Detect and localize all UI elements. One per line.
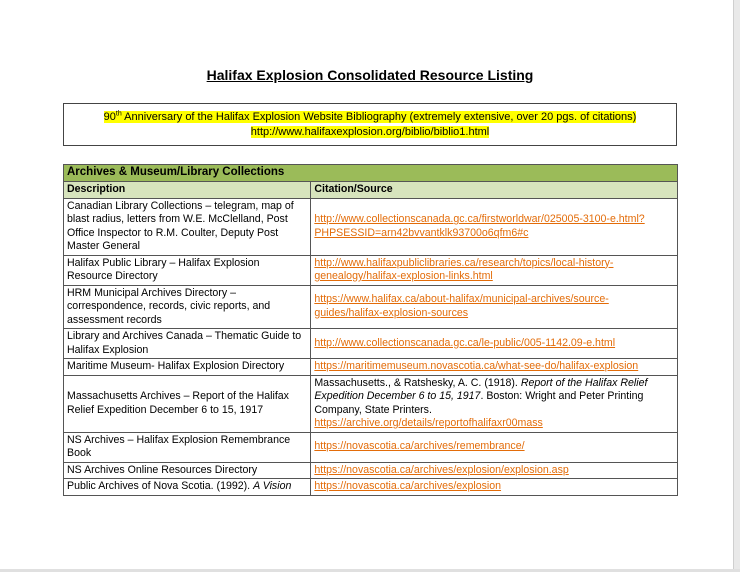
row-description: Massachusetts Archives – Report of the Halifax Relief Expedition December 6 to 15, 1917 xyxy=(64,375,311,432)
table-row xyxy=(64,432,678,462)
description-header: Description xyxy=(64,182,311,199)
citation-link[interactable]: https://www.halifax.ca/about-halifax/municipal-archives/source-guides/halifax-explosion-sources xyxy=(314,293,609,319)
column-header-row xyxy=(64,182,678,199)
table-row xyxy=(64,479,678,496)
row-citation xyxy=(311,329,678,359)
bibliography-url[interactable]: http://www.halifaxexplosion.org/biblio/biblio1.html xyxy=(250,126,490,138)
citation-link[interactable]: http://www.collectionscanada.gc.ca/firstworldwar/025005-3100-e.html?PHPSESSID=arn42bvvantklk93700o6qfm6#c xyxy=(314,213,645,239)
anniversary-number: 90 xyxy=(103,111,116,123)
citation-title: Report of the Halifax Relief Expedition December 6 to 15, 1917 xyxy=(314,376,648,402)
row-description xyxy=(64,479,311,496)
table-row xyxy=(64,359,678,376)
bibliography-highlight xyxy=(104,111,637,123)
citation-publisher: . Boston: Wright and Peter Printing Company, State Printers. xyxy=(314,390,644,416)
section-header-row xyxy=(64,165,678,182)
section-title: Archives & Museum/Library Collections xyxy=(64,165,678,182)
resource-table xyxy=(63,164,678,496)
row-citation xyxy=(311,198,678,255)
description-text: Public Archives of Nova Scotia. (1992). xyxy=(67,480,254,492)
row-citation xyxy=(311,432,678,462)
row-description: NS Archives Online Resources Directory xyxy=(64,462,311,479)
table-row xyxy=(64,285,678,329)
bibliography-line-2 xyxy=(64,125,676,140)
bibliography-description: Anniversary of the Halifax Explosion Website Bibliography (extremely extensive, over 20 pgs. of citations) xyxy=(121,111,637,123)
row-citation xyxy=(311,255,678,285)
citation-link[interactable]: https://novascotia.ca/archives/remembrance/ xyxy=(314,440,525,453)
citation-link[interactable]: https://maritimemuseum.novascotia.ca/what-see-do/halifax-explosion xyxy=(314,360,639,372)
row-description: NS Archives – Halifax Explosion Remembrance Book xyxy=(64,432,311,462)
document-title: Halifax Explosion Consolidated Resource Listing xyxy=(206,67,534,83)
row-citation xyxy=(311,462,678,479)
row-description: Canadian Library Collections – telegram, map of blast radius, letters from W.E. McClelland, Post Office Inspector to R.M. Coulter, Deputy Post Master General xyxy=(64,198,311,255)
citation-author: Massachusetts., & Ratshesky, A. C. (1918). xyxy=(314,376,521,389)
citation-link[interactable]: http://www.collectionscanada.gc.ca/le-public/005-1142.09-e.html xyxy=(314,336,616,349)
table-row xyxy=(64,462,678,479)
table-row xyxy=(64,329,678,359)
row-citation xyxy=(311,479,678,496)
ordinal-suffix: th xyxy=(115,110,122,118)
row-citation xyxy=(311,375,678,432)
page-edge-right xyxy=(733,0,740,572)
table-row xyxy=(64,198,678,255)
description-title: A Vision xyxy=(253,480,292,492)
citation-link[interactable]: https://novascotia.ca/archives/explosion/explosion.asp xyxy=(314,463,569,476)
row-citation xyxy=(311,285,678,329)
row-description: Library and Archives Canada – Thematic Guide to Halifax Explosion xyxy=(64,329,311,359)
table-row xyxy=(64,375,678,432)
table-row xyxy=(64,255,678,285)
citation-link[interactable]: https://novascotia.ca/archives/explosion xyxy=(314,480,502,492)
row-citation xyxy=(311,359,678,376)
bibliography-box xyxy=(63,103,677,146)
bibliography-line-1 xyxy=(64,110,676,125)
citation-link[interactable]: http://www.halifaxpubliclibraries.ca/research/topics/local-history-genealogy/halifax-explosion-links.html xyxy=(314,256,614,282)
row-description: Maritime Museum- Halifax Explosion Directory xyxy=(64,359,311,376)
citation-link[interactable]: https://archive.org/details/reportofhalifaxr00mass xyxy=(314,417,543,429)
row-description: HRM Municipal Archives Directory – correspondence, records, civic reports, and assessment records xyxy=(64,285,311,329)
row-description: Halifax Public Library – Halifax Explosion Resource Directory xyxy=(64,255,311,285)
citation-header: Citation/Source xyxy=(311,182,678,199)
